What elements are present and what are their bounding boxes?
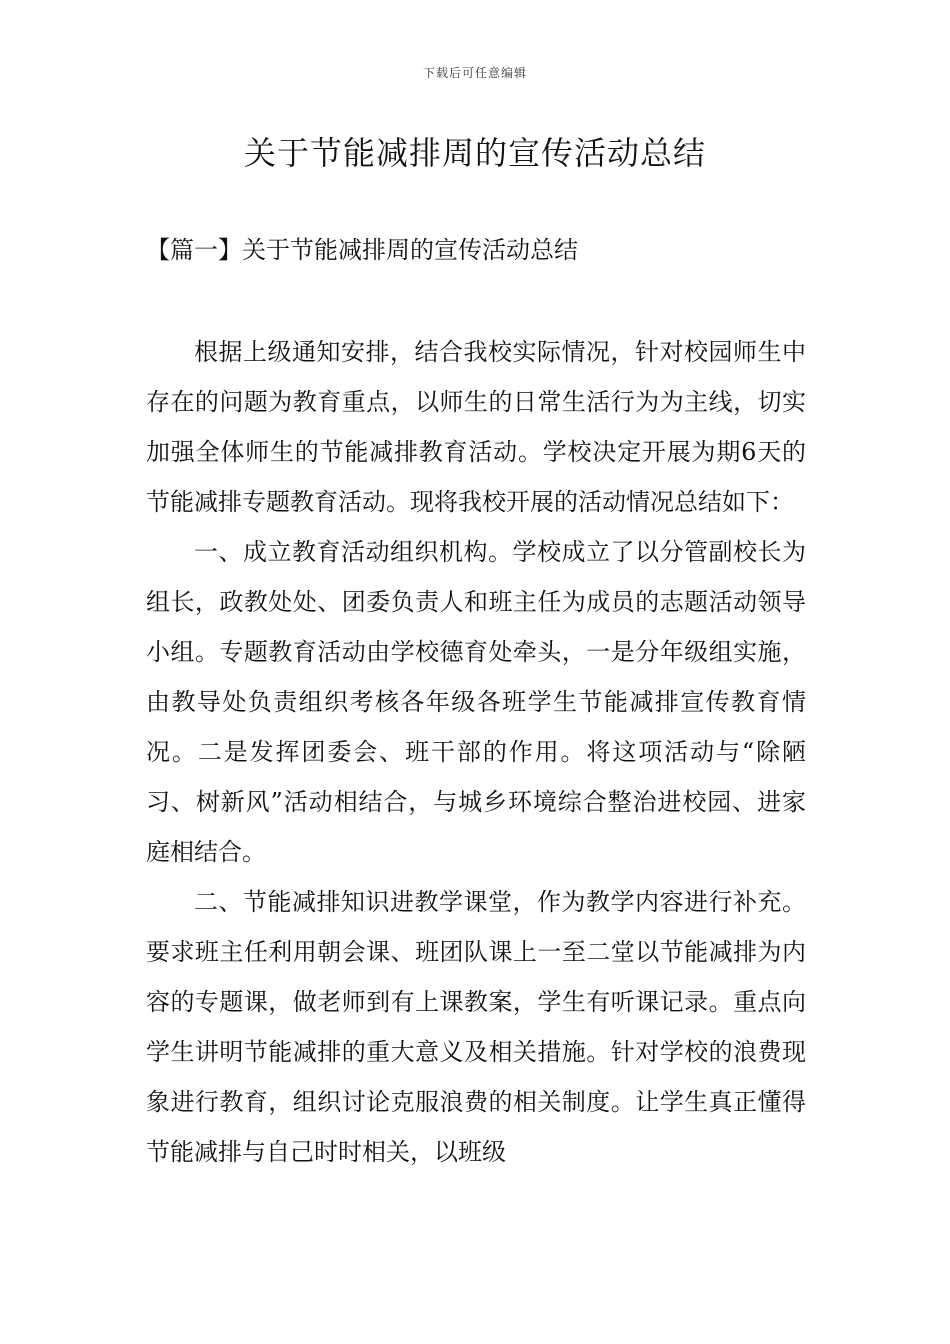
document-body (146, 327, 806, 1177)
paragraph-intro: 根据上级通知安排，结合我校实际情况，针对校园师生中存在的问题为教育重点，以师生的日常生活行为为主线，切实加强全体师生的节能减排教育活动。学校决定开展为期6天的节能减排专题教育活动。现将我校开展的活动情况总结如下： (146, 338, 806, 516)
paragraph-organization: 一、成立教育活动组织机构。学校成立了以分管副校长为组长，政教处处、团委负责人和班主任为成员的志题活动领导小组。专题教育活动由学校德育处牵头，一是分年级组实施，由教导处负责组织考核各年级各班学生节能减排宣传教育情况。二是发挥团委会、班干部的作用。将这项活动与“除陋习、树新风”活动相结合，与城乡环境综合整治进校园、进家庭相结合。 (146, 538, 806, 866)
header-note: 下载后可任意编辑 (422, 66, 527, 80)
section-heading: 【篇一】关于节能减排周的宣传活动总结 (146, 236, 578, 264)
document-title: 关于节能减排周的宣传活动总结 (243, 134, 706, 172)
paragraph-classroom: 二、节能减排知识进教学课堂，作为教学内容进行补充。要求班主任利用朝会课、班团队课上一至二堂以节能减排为内容的专题课，做老师到有上课教案，学生有听课记录。重点向学生讲明节能减排的重大意义及相关措施。针对学校的浪费现象进行教育，组织讨论克服浪费的相关制度。让学生真正懂得节能减排与自己时时相关，以班级 (146, 888, 806, 1166)
